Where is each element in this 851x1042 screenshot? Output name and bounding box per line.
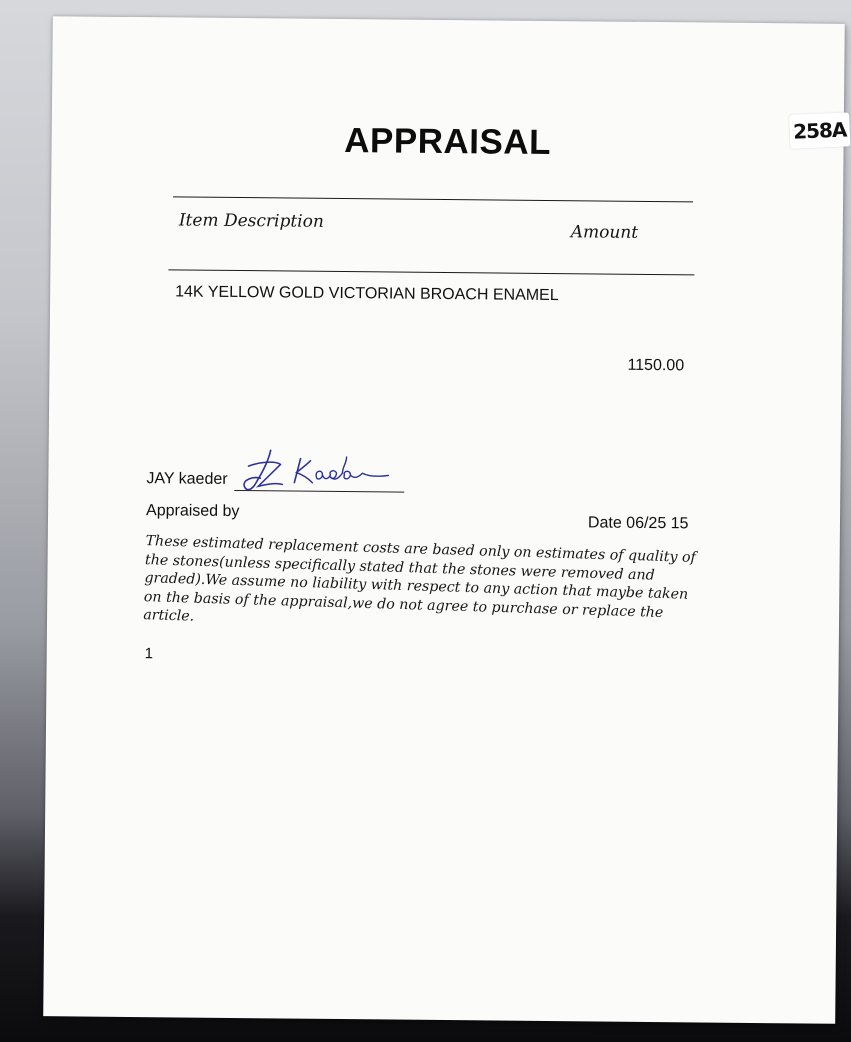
item-description-header: Item Description	[178, 210, 324, 232]
lot-number: 258A	[792, 117, 847, 144]
item-amount: 1150.00	[627, 356, 685, 375]
item-description: 14K YELLOW GOLD VICTORIAN BROACH ENAMEL	[175, 283, 559, 305]
appraiser-name: JAY kaeder	[146, 470, 228, 488]
document-title: APPRAISAL	[344, 121, 552, 163]
header-bottom-rule	[168, 269, 694, 275]
appraisal-sheet	[43, 16, 845, 1024]
page-number: 1	[144, 645, 154, 663]
appraised-by-label: Appraised by	[145, 502, 240, 521]
amount-header: Amount	[570, 222, 639, 243]
appraisal-date: Date 06/25 15	[587, 514, 689, 533]
liability-disclaimer: These estimated replacement costs are based only on estimates of quality of the stones(unless specifically stated that the stones were removed and graded).We assume no liability with respect to any action that maybe taken on the basis of the appraisal,we do not agree to purchase or replace the article.	[143, 533, 697, 625]
header-top-rule	[173, 196, 693, 202]
